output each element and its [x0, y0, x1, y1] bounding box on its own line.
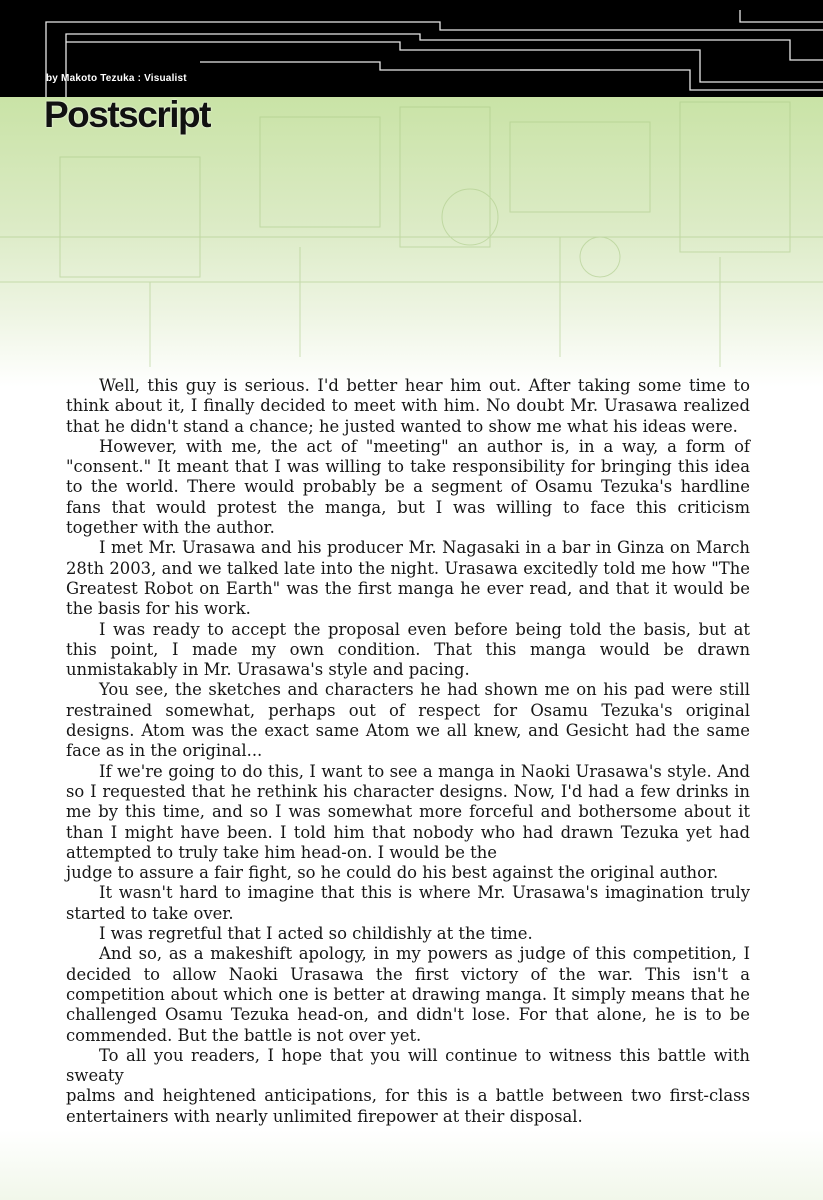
- header-bar: [0, 0, 823, 97]
- background-illustration: [0, 97, 823, 387]
- article-body: [66, 376, 750, 1127]
- paragraph: If we're going to do this, I want to see a manga in Naoki Urasawa's style. And so I requested that he rethink his character designs. Now, I'd had a few drinks in me by this time, and so I was somewhat more forceful and bothersome about it than I might have been. I told him that nobody who had drawn Tezuka yet had attempted to truly take him head-on. I would be the: [66, 761, 750, 862]
- paragraph-continuation: palms and heightened anticipations, for this is a battle between two first-class entertainers with nearly unlimited firepower at their disposal.: [66, 1086, 750, 1126]
- paragraph-continuation: judge to assure a fair fight, so he could do his best against the original author.: [66, 863, 719, 883]
- paragraph: And so, as a makeshift apology, in my powers as judge of this competition, I decided to allow Naoki Urasawa the first victory of the war. This isn't a competition about which one is better at drawing manga. It simply means that he challenged Osamu Tezuka head-on, and didn't lose. For that alone, he is to be commended. But the battle is not over yet.: [66, 944, 750, 1045]
- page-title: Postscript: [44, 94, 210, 135]
- bottom-background-fade: [0, 1130, 823, 1200]
- city-machinery-sketch: [0, 97, 823, 387]
- paragraph: I met Mr. Urasawa and his producer Mr. Nagasaki in a bar in Ginza on March 28th 2003, and we talked late into the night. Urasawa excitedly told me how "The Greatest Robot on Earth" was the first manga he ever read, and that it would be the basis for his work.: [66, 538, 750, 619]
- paragraph: Well, this guy is serious. I'd better hear him out. After taking some time to think about it, I finally decided to meet with him. No doubt Mr. Urasawa realized that he didn't stand a chance; he justed wanted to show me what his ideas were.: [66, 376, 750, 436]
- paragraph: However, with me, the act of "meeting" an author is, in a way, a form of "consent." It meant that I was willing to take responsibility for bringing this idea to the world. There would probably be a segment of Osamu Tezuka's hardline fans that would protest the manga, but I was willing to face this criticism together with the author.: [66, 436, 750, 538]
- paragraph: You see, the sketches and characters he had shown me on his pad were still restrained somewhat, perhaps out of respect for Osamu Tezuka's original designs. Atom was the exact same Atom we all knew, and Gesicht had the same face as in the original...: [66, 680, 750, 761]
- byline: by Makoto Tezuka : Visualist: [46, 73, 187, 84]
- paragraph: I was ready to accept the proposal even before being told the basis, but at this point, I made my own condition. That this manga would be drawn unmistakably in Mr. Urasawa's style and pacing.: [66, 619, 750, 680]
- paragraph: I was regretful that I acted so childishly at the time.: [99, 924, 533, 944]
- paragraph: It wasn't hard to imagine that this is where Mr. Urasawa's imagination truly started to take over.: [66, 883, 750, 923]
- paragraph: To all you readers, I hope that you will continue to witness this battle with sweaty: [66, 1045, 750, 1086]
